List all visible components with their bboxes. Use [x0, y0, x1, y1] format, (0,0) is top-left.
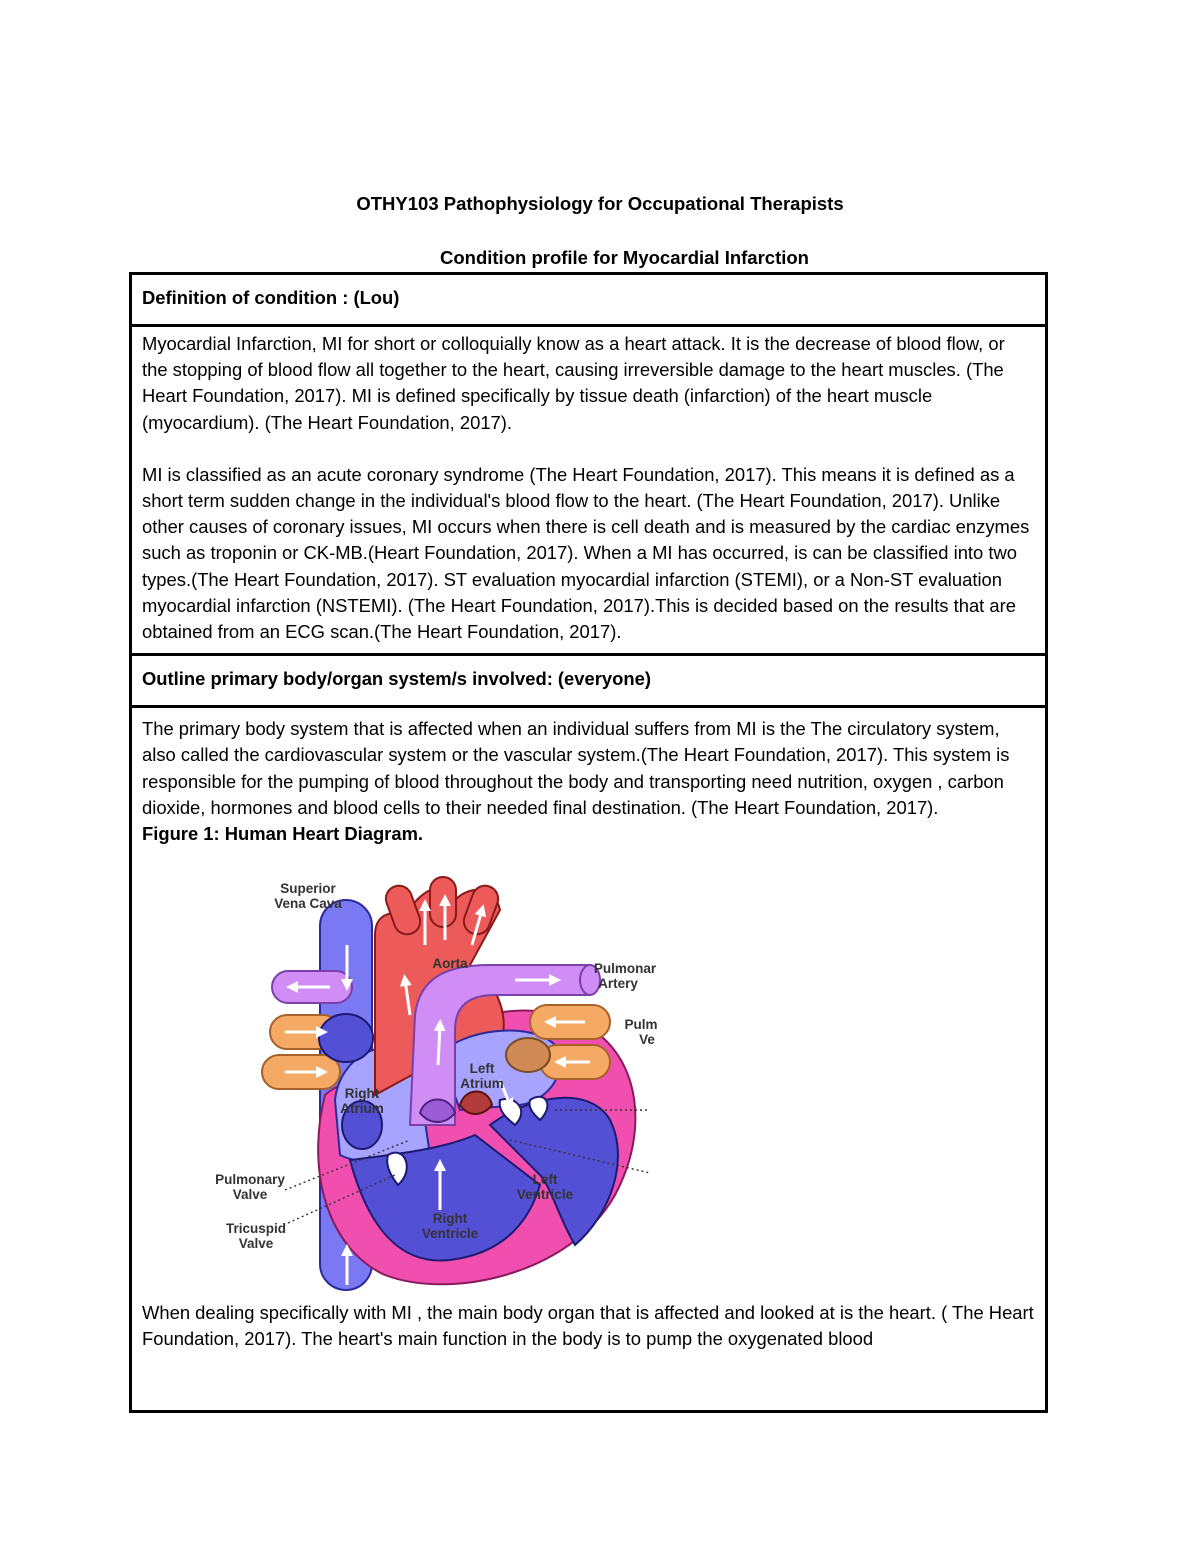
systems-paragraph-2: When dealing specifically with MI , the main body organ that is affected and looked at is the heart. ( The Heart Foundation, 2017). The heart's main function in the body is to pump the oxygenated blood: [142, 1302, 1034, 1350]
figure-caption: Figure 1: Human Heart Diagram.: [142, 823, 424, 845]
label-pulm-artery-1: Pulmonar: [593, 961, 657, 977]
left-atrium-vein-opening: [506, 1038, 550, 1072]
svc-opening: [319, 1014, 373, 1062]
definition-heading: Definition of condition : (Lou): [131, 274, 1047, 326]
label-aorta: Aorta: [432, 956, 468, 972]
label-pulm-vein-2: Ve: [639, 1032, 655, 1048]
label-svc-1: Superior: [280, 881, 336, 897]
label-pulm-valve-1: Pulmonary: [215, 1172, 285, 1188]
label-left-atrium-2: Atrium: [460, 1076, 504, 1092]
definition-body: [131, 326, 1047, 655]
label-left-ventricle-1: Left: [532, 1172, 558, 1188]
label-right-ventricle-1: Right: [432, 1211, 468, 1227]
label-tricuspid-2: Valve: [238, 1236, 274, 1252]
label-right-ventricle-2: Ventricle: [421, 1226, 479, 1242]
label-left-atrium-1: Left: [469, 1061, 495, 1077]
systems-paragraph-1: The primary body system that is affected when an individual suffers from MI is the The circulatory system, also called the cardiovascular system or the vascular system.(The Heart Foundation, 2017). This system is responsible for the pumping of blood throughout the body and transporting need nutrition, oxygen , carbon dioxide, hormones and blood cells to their needed final destination. (The Heart Foundation, 2017).: [142, 718, 1010, 818]
page-subtitle: Condition profile for Myocardial Infarction: [440, 247, 809, 268]
label-tricuspid-1: Tricuspid: [225, 1221, 287, 1237]
heart-diagram: [210, 855, 660, 1300]
label-left-ventricle-2: Ventricle: [516, 1187, 574, 1203]
systems-heading: Outline primary body/organ system/s involved: (everyone): [131, 655, 1047, 707]
definition-paragraph-2: MI is classified as an acute coronary syndrome (The Heart Foundation, 2017). This means it is defined as a short term sudden change in the individual's blood flow to the heart. (The Heart Foundation, 2017). Unlike other causes of coronary issues, MI occurs when there is cell death and is measured by the cardiac enzymes such as troponin or CK-MB.(Heart Foundation, 2017). When a MI has occurred, is can be classified into two types.(The Heart Foundation, 2017). ST evaluation myocardial infarction (STEMI), or a Non-ST evaluation myocardial infarction (NSTEMI). (The Heart Foundation, 2017).This is decided based on the results that are obtained from an ECG scan.(The Heart Foundation, 2017).: [142, 463, 1030, 643]
condition-profile-table: [129, 272, 1048, 1413]
label-pulm-vein-1: Pulm: [624, 1017, 658, 1033]
label-right-atrium-1: Right: [344, 1086, 380, 1102]
label-right-atrium-2: Atrium: [340, 1101, 384, 1117]
definition-paragraph-1: Myocardial Infarction, MI for short or colloquially know as a heart attack. It is the decrease of blood flow, or the stopping of blood flow all together to the heart, causing irreversible damage to the heart muscles. (The Heart Foundation, 2017). MI is defined specifically by tissue death (infarction) of the heart muscle (myocardium). (The Heart Foundation, 2017).: [142, 333, 1005, 433]
systems-body: [131, 707, 1047, 1412]
label-pulm-valve-2: Valve: [232, 1187, 268, 1203]
label-svc-2: Vena Cava: [274, 896, 342, 912]
aorta-branch-2: [430, 877, 456, 927]
label-pulm-artery-2: Artery: [598, 976, 638, 992]
pulmonary-valve-shape: [420, 1100, 455, 1123]
page-title: OTHY103 Pathophysiology for Occupational Therapists: [356, 193, 844, 214]
